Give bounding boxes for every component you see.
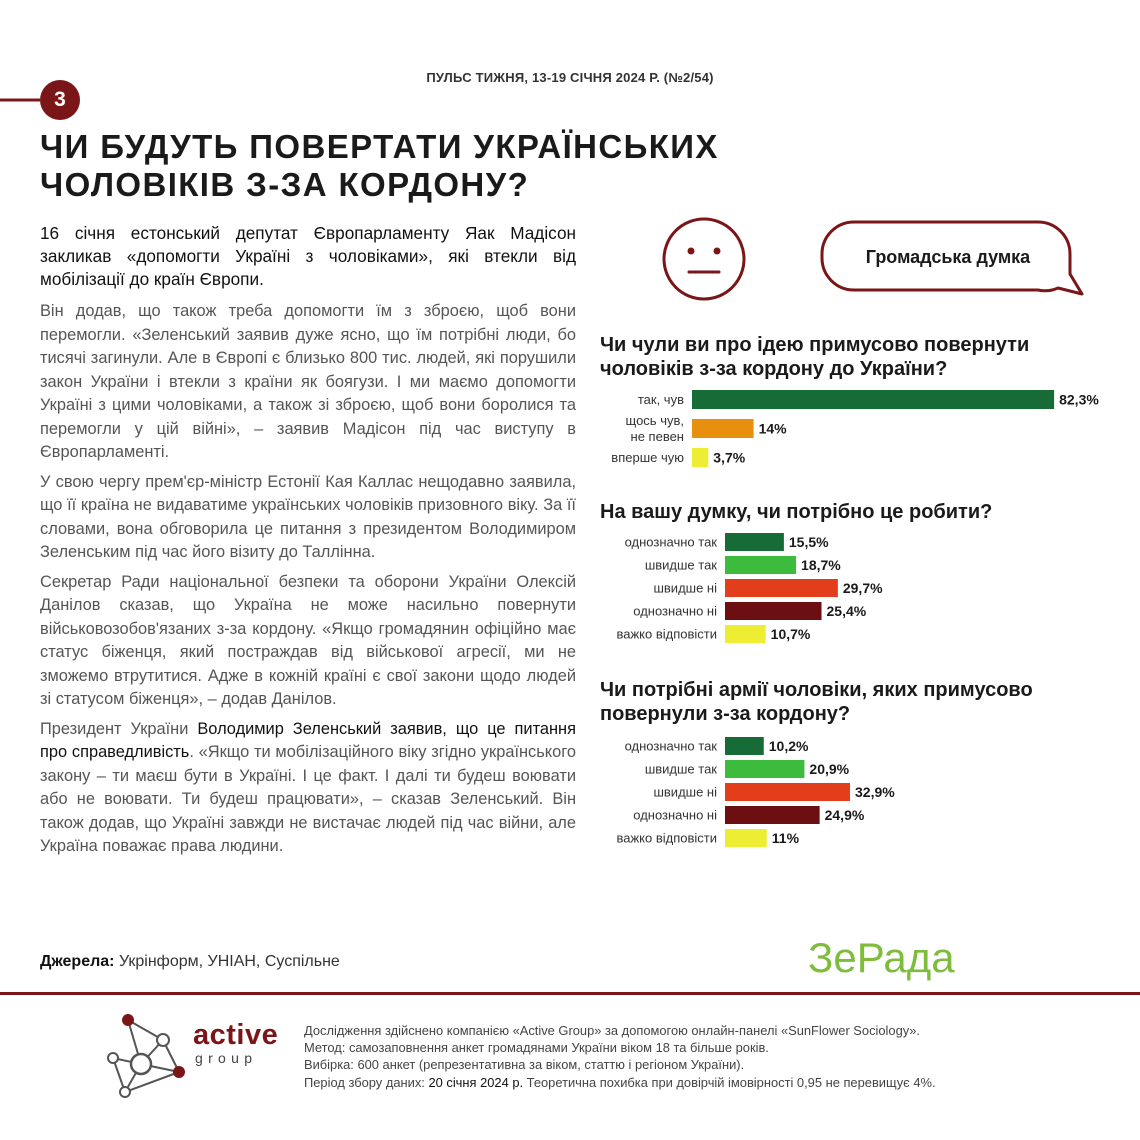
category-label-3: швидше ні [653, 784, 717, 800]
value-label-1: 10,2% [768, 738, 809, 754]
logo-wordmark [193, 1020, 278, 1066]
value-label-2: 18,7% [801, 557, 841, 573]
title-line-1: ЧИ БУДУТЬ ПОВЕРТАТИ УКРАЇНСЬКИХ [40, 128, 719, 165]
value-label-1: 82,3% [1059, 391, 1099, 408]
logo-main-text: active [193, 1019, 279, 1051]
article-paragraph-3: Секретар Ради національної безпеки та оборони України Олексій Данілов сказав, що Україна не може насильно повернути військовозобов'язаних з-за кордону. «Якщо громадянин офіційно має статус біженця, який постраждав від військової агресії, ми не зможемо втрутитися. Адже в кожній країні є свої закони щодо людей зі статусом біженця», – додав Данілов. [40, 572, 576, 708]
bar-1 [725, 737, 764, 755]
bar-3 [692, 448, 708, 467]
chart-heard-about-idea [592, 385, 1132, 475]
bar-2 [725, 556, 796, 574]
bar-2 [725, 760, 804, 778]
article-paragraph-1: Він додав, що також треба допомогти їм з зброєю, щоб вони перемогли. «Зеленський заявив дуже ясно, що їм потрібні люди, бо тисячі загинули. Але в Європі є близько 800 тис. людей, які порушили закон України і втекли з країни як боягузи. І ми маємо допомогти Україні з цими чоловіками, а також зі зброєю, щоб вони боролися та перемогли у цій війні», – заявив Мадісон під час виступу в Європарламенті. [40, 302, 576, 461]
bar-1 [692, 390, 1054, 409]
logo-sub-text: group [195, 1050, 258, 1066]
category-label-1: однозначно так [624, 738, 717, 754]
methodology-note [304, 1022, 1124, 1091]
bar-5 [725, 625, 766, 643]
methodology-line-1: Дослідження здійснено компанією «Active Group» за допомогою онлайн-панелі «SunFlower Sociology». [304, 1023, 920, 1038]
category-label-3: вперше чую [611, 450, 684, 465]
value-label-5: 10,7% [770, 626, 811, 642]
category-label-4: однозначно ні [633, 603, 717, 619]
value-label-5: 11% [771, 830, 800, 846]
chart-should-it-be-done [592, 528, 1132, 648]
value-label-3: 29,7% [842, 580, 883, 596]
category-label-2: щось чув, не певен [625, 413, 684, 444]
methodology-line-4 [304, 1074, 1124, 1091]
error-margin: Теоретична похибка при довірчій імовірності 0,95 не перевищує 4%. [523, 1074, 936, 1090]
bar-4 [725, 602, 822, 620]
sources-label: Джерела: [40, 953, 115, 970]
value-label-1: 15,5% [788, 534, 829, 550]
value-label-3: 32,9% [855, 784, 895, 800]
bar-3 [725, 579, 838, 597]
bar-3 [725, 783, 850, 801]
zerada-watermark: ЗеРада [808, 934, 955, 981]
article-body [40, 222, 576, 865]
issue-line: ПУЛЬС ТИЖНЯ, 13-19 СІЧНЯ 2024 Р. (№2/54) [426, 70, 714, 85]
public-opinion-label: Громадська думка [865, 246, 1031, 267]
question-1: Чи чули ви про ідею примусово повернути чоловіків з-за кордону до України? [600, 334, 1030, 380]
sources [40, 953, 340, 971]
category-label-2: швидше так [644, 761, 717, 777]
question-3: Чи потрібні армії чоловіки, яких примусово повернули з-за кордону? [600, 679, 1033, 725]
p4-intro: Президент України [40, 719, 198, 738]
category-label-2: швидше так [644, 557, 717, 573]
methodology-line-2: Метод: самозаповнення анкет громадянами України віком 18 та більше років. [304, 1040, 769, 1056]
value-label-2: 20,9% [809, 761, 850, 777]
category-label-3: швидше ні [653, 580, 717, 596]
period-label: Період збору даних: [304, 1074, 429, 1090]
page-title [40, 128, 800, 204]
sources-list: Укрінформ, УНІАН, Суспільне [114, 953, 340, 970]
category-label-4: однозначно ні [633, 807, 717, 823]
bar-1 [725, 533, 784, 551]
category-label-5: важко відповісти [616, 626, 717, 642]
p4-highlight: Володимир Зеленський заявив, що це питання про справедливість [40, 719, 576, 761]
value-label-2: 14% [758, 420, 787, 437]
value-label-4: 25,4% [826, 603, 867, 619]
period-date: 20 січня 2024 р. [428, 1074, 524, 1090]
article-paragraph-4 [40, 718, 576, 859]
bar-4 [725, 806, 820, 824]
methodology-line-3: Вибірка: 600 анкет (репрезентативна за віком, статтю і регіоном України). [304, 1057, 745, 1073]
neutral-face-icon [660, 215, 748, 303]
category-label-1: однозначно так [624, 534, 717, 550]
question-2: На вашу думку, чи потрібно це робити? [600, 501, 993, 523]
category-label-1: так, чув [637, 392, 684, 407]
footer-divider [0, 992, 1140, 995]
bar-5 [725, 829, 767, 847]
article-lead: 16 січня естонський депутат Європарламенту Яак Мадісон закликав «допомогти Україні з чоловіками», які втекли від мобілізації до країн Європи. [40, 223, 576, 289]
page-number-badge: 3 [40, 80, 80, 120]
value-label-4: 24,9% [824, 807, 865, 823]
article-paragraph-2: У свою чергу прем'єр-міністр Естонії Кая Каллас нещодавно заявила, що її країна не видаватиме українських чоловіків призовного віку. За її словами, вона обговорила це питання з президентом Володимиром Зеленським під час його візиту до Таллінна. [40, 472, 576, 561]
title-line-2: ЧОЛОВІКІВ З-ЗА КОРДОНУ? [40, 166, 530, 203]
p4-rest: . «Якщо ти мобілізаційного віку згідно українського закону – ти маєш бути в Україні. І це факт. І далі ти будеш воювати або не воювати. Ти будеш працювати», – сказав Зеленський. Він також додав, що Україні завжди не вистачає людей під час війни, але Україна поважає права людини. [40, 743, 576, 855]
category-label-5: важко відповісти [616, 830, 717, 846]
bar-2 [692, 419, 754, 438]
value-label-3: 3,7% [713, 449, 746, 466]
chart-army-needs-men [592, 732, 1132, 852]
